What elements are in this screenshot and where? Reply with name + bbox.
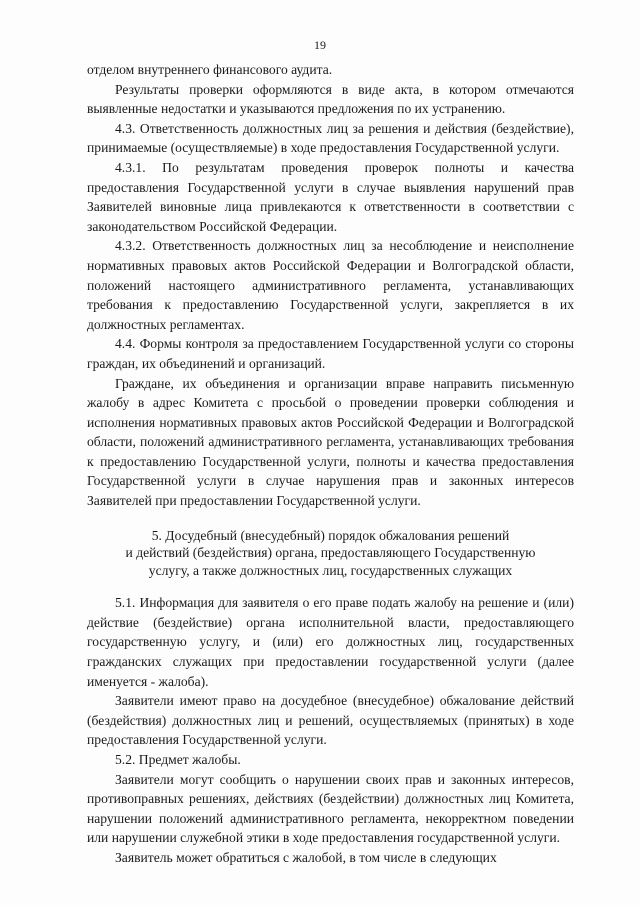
paragraph: отделом внутреннего финансового аудита. (87, 62, 333, 77)
document-body (87, 60, 574, 867)
paragraphs-before-heading (87, 60, 574, 511)
paragraph: 5.1. Информация для заявителя о его праве подать жалобу на решение и (или) действие (бездействие) органа исполнительной власти, предоставляющего государственную услугу, и (или) его должностных лиц, государственных гражданских служащих при предоставлении государственной услуги (далее именуется - жалоба). (87, 595, 574, 689)
section-heading-line: услугу, а также должностных лиц, государственных служащих (148, 562, 513, 578)
paragraph: 4.3.1. По результатам проведения проверок полноты и качества предоставления Государственной услуги в случае выявления нарушений прав Заявителей виновные лица привлекаются к ответственности в соответствии с законодательством Российской Федерации. (87, 159, 574, 234)
paragraph: 5.2. Предмет жалобы. (115, 751, 241, 767)
section-heading-line: и действий (бездействия) органа, предоставляющего Государственную (125, 545, 536, 561)
paragraph: Заявители могут сообщить о нарушении своих прав и законных интересов, противоправных решениях, действиях (бездействии) должностных лиц Комитета, нарушении положений административного регламента, некорректном поведении или нарушении служебной этики в ходе предоставления государственной услуги. (87, 771, 574, 846)
paragraphs-after-heading (87, 593, 574, 867)
section-heading-line: 5. Досудебный (внесудебный) порядок обжалования решений (151, 527, 510, 543)
paragraph: Граждане, их объединения и организации вправе направить письменную жалобу в адрес Комитета с просьбой о проведении проверки соблюдения и исполнения нормативных правовых актов Российской Федерации и Волгоградской области, положений административного регламента, устанавливающих требования к предоставлению Государственной услуги, полноты и качества предоставления Государственной услуги в случае нарушения прав и законных интересов Заявителей при предоставлении Государственной услуги. (87, 375, 574, 509)
paragraph: 4.4. Формы контроля за предоставлением Государственной услуги со стороны граждан, их объединений и организаций. (87, 336, 574, 371)
paragraph: Заявители имеют право на досудебное (внесудебное) обжалование действий (бездействия) должностных лиц и решений, осуществляемых (принятых) в ходе предоставления Государственной услуги. (87, 693, 574, 748)
page-number: 19 (314, 38, 326, 52)
paragraph: Заявитель может обратиться с жалобой, в том числе в следующих (115, 849, 497, 865)
paragraph: Результаты проверки оформляются в виде акта, в котором отмечаются выявленные недостатки и указываются предложения по их устранению. (87, 81, 574, 117)
paragraph: 4.3.2. Ответственность должностных лиц за несоблюдение и неисполнение нормативных правовых актов Российской Федерации и Волгоградской области, положений настоящего административного регламента, устанавливающих требования к предоставлению Государственной услуги, закрепляется в их должностных регламентах. (87, 238, 574, 332)
paragraph: 4.3. Ответственность должностных лиц за решения и действия (бездействие), принимаемые (осуществляемые) в ходе предоставления Государственной услуги. (87, 120, 574, 156)
section-heading (87, 527, 574, 580)
